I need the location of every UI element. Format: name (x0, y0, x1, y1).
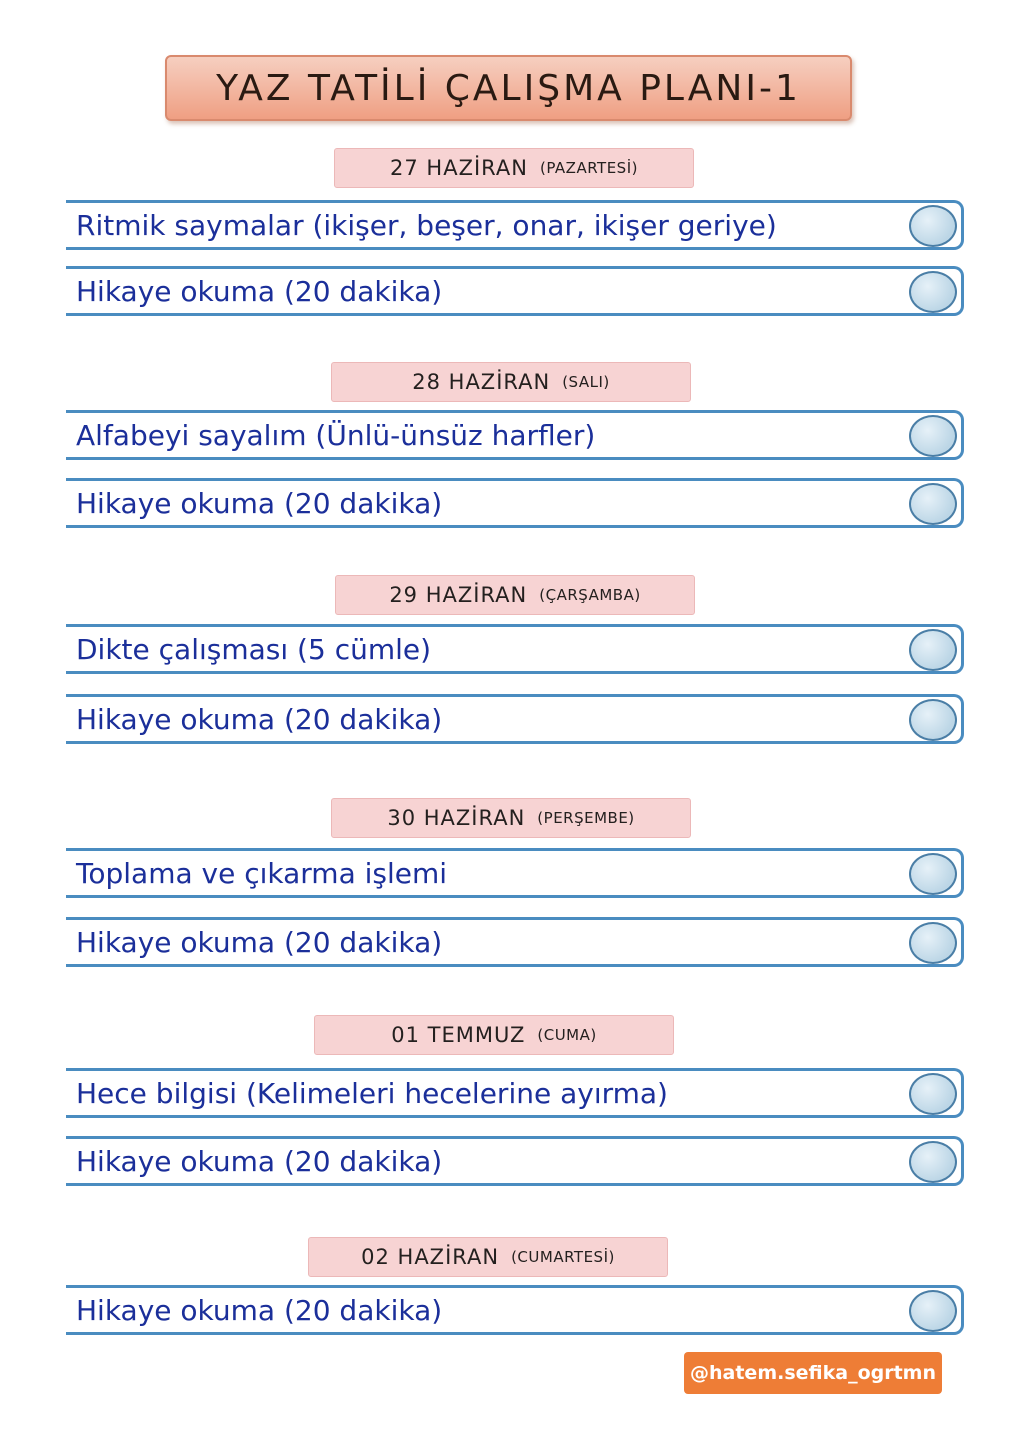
checkbox-circle[interactable] (909, 699, 957, 741)
day-weekday: (PAZARTESİ) (539, 159, 638, 177)
day-weekday: (PERŞEMBE) (537, 809, 635, 827)
day-date: 27 HAZİRAN (390, 156, 528, 180)
task-label: Toplama ve çıkarma işlemi (76, 857, 448, 890)
task-label: Hikaye okuma (20 dakika) (76, 1145, 443, 1178)
day-weekday: (SALI) (562, 373, 610, 391)
checkbox-circle[interactable] (909, 415, 957, 457)
title-banner (165, 55, 852, 121)
task-label: Hece bilgisi (Kelimeleri hecelerine ayırma) (76, 1077, 668, 1110)
task-label: Ritmik saymalar (ikişer, beşer, onar, ikişer geriye) (76, 209, 777, 242)
day-weekday: (ÇARŞAMBA) (539, 586, 641, 604)
day-date: 30 HAZİRAN (387, 806, 526, 830)
day-header-4 (331, 798, 691, 838)
day-date: 01 TEMMUZ (391, 1023, 526, 1047)
task-row (66, 1285, 964, 1335)
task-label: Hikaye okuma (20 dakika) (76, 703, 443, 736)
day-header-6 (308, 1237, 668, 1277)
task-label: Alfabeyi sayalım (Ünlü-ünsüz harfler) (76, 419, 596, 452)
author-watermark: @hatem.sefika_ogrtmn (684, 1352, 942, 1394)
checkbox-circle[interactable] (909, 483, 957, 525)
checkbox-circle[interactable] (909, 1141, 957, 1183)
day-date: 28 HAZİRAN (412, 370, 551, 394)
day-header-5 (314, 1015, 674, 1055)
checkbox-circle[interactable] (909, 629, 957, 671)
day-date: 02 HAZİRAN (361, 1245, 500, 1269)
checkbox-circle[interactable] (909, 1290, 957, 1332)
task-label: Hikaye okuma (20 dakika) (76, 275, 443, 308)
checkbox-circle[interactable] (909, 271, 957, 313)
task-row (66, 917, 964, 967)
task-row (66, 478, 964, 528)
day-header-2 (331, 362, 691, 402)
day-weekday: (CUMARTESİ) (511, 1248, 615, 1266)
checkbox-circle[interactable] (909, 205, 957, 247)
task-row (66, 1068, 964, 1118)
task-label: Dikte çalışması (5 cümle) (76, 633, 432, 666)
task-label: Hikaye okuma (20 dakika) (76, 926, 443, 959)
checkbox-circle[interactable] (909, 922, 957, 964)
task-row (66, 624, 964, 674)
task-label: Hikaye okuma (20 dakika) (76, 1294, 443, 1327)
checkbox-circle[interactable] (909, 853, 957, 895)
task-row (66, 410, 964, 460)
page-title: YAZ TATİLİ ÇALIŞMA PLANI-1 (216, 67, 801, 109)
task-row (66, 694, 964, 744)
task-label: Hikaye okuma (20 dakika) (76, 487, 443, 520)
task-row (66, 1136, 964, 1186)
task-row (66, 848, 964, 898)
day-date: 29 HAZİRAN (389, 583, 528, 607)
day-weekday: (CUMA) (537, 1026, 597, 1044)
day-header-3 (335, 575, 695, 615)
task-row (66, 266, 964, 316)
task-row (66, 200, 964, 250)
checkbox-circle[interactable] (909, 1073, 957, 1115)
day-header-1 (334, 148, 694, 188)
